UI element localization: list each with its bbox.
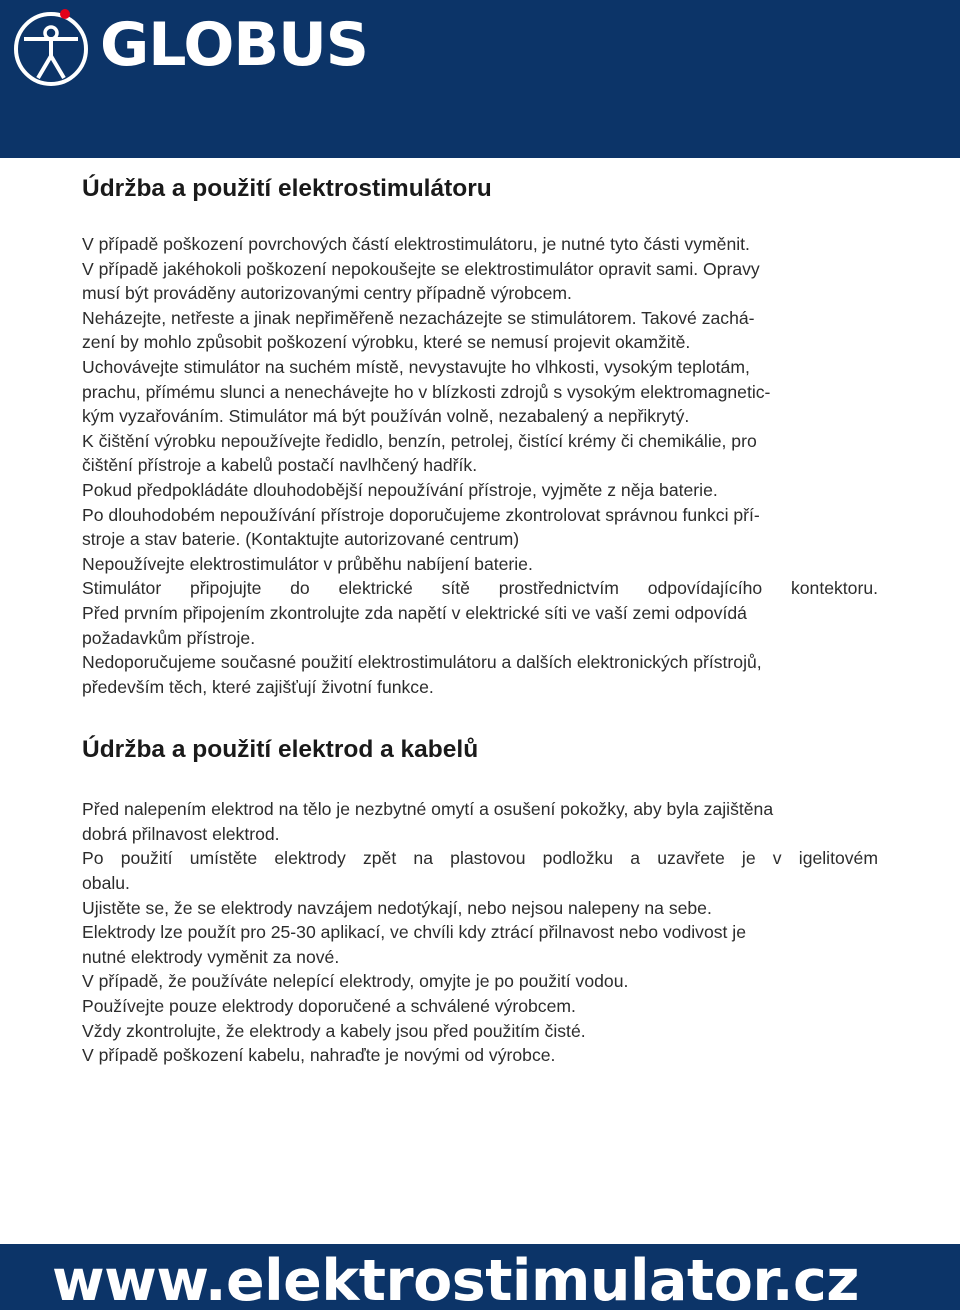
section-2-title: Údržba a použití elektrod a kabelů	[82, 736, 479, 764]
text-line: Vždy zkontrolujte, že elektrody a kabely jsou před použitím čisté.	[82, 1020, 586, 1041]
section-1-body	[82, 232, 878, 699]
brand-logo-text: GLOBUS	[100, 10, 369, 80]
text-line: V případě, že používáte nelepící elektrody, omyjte je po použití vodou.	[82, 971, 629, 992]
text-line: obalu.	[82, 873, 130, 894]
text-line: kým vyzařováním. Stimulátor má být používán volně, nezabalený a nepřikrytý.	[82, 406, 690, 427]
text-line: Před nalepením elektrod na tělo je nezbytné omytí a osušení pokožky, aby byla zajištěna	[82, 799, 774, 820]
text-line: Po dlouhodobém nepoužívání přístroje doporučujeme zkontrolovat správnou funkci pří-	[82, 504, 760, 525]
text-line: Ujistěte se, že se elektrody navzájem nedotýkají, nebo nejsou nalepeny na sebe.	[82, 897, 712, 918]
section-2-body	[82, 797, 878, 1068]
text-line: Po použití umístěte elektrody zpět na plastovou podložku a uzavřete je v igelitovém	[82, 848, 878, 869]
text-line: především těch, které zajišťují životní funkce.	[82, 676, 434, 697]
text-line: Uchovávejte stimulátor na suchém místě, nevystavujte ho vlhkosti, vysokým teplotám,	[82, 356, 750, 377]
text-line: Pokud předpokládáte dlouhodobější nepoužívání přístroje, vyjměte z něja baterie.	[82, 479, 718, 500]
website-url: www.elektrostimulator.cz	[52, 1248, 859, 1310]
footer-band	[0, 1244, 960, 1310]
text-line: Před prvním připojením zkontrolujte zda napětí v elektrické síti ve vaší zemi odpovídá	[82, 602, 747, 623]
text-line: musí být prováděny autorizovanými centry případně výrobcem.	[82, 283, 572, 304]
text-line: stroje a stav baterie. (Kontaktujte autorizované centrum)	[82, 529, 520, 550]
text-line: Používejte pouze elektrody doporučené a schválené výrobcem.	[82, 996, 576, 1017]
text-line: dobrá přilnavost elektrod.	[82, 823, 280, 844]
header-band	[0, 0, 960, 158]
text-line: K čištění výrobku nepoužívejte ředidlo, benzín, petrolej, čistící krémy či chemikálie, pro	[82, 430, 757, 451]
section-1-title: Údržba a použití elektrostimulátoru	[82, 175, 492, 202]
text-line: Neházejte, netřeste a jinak nepřiměřeně nezacházejte se stimulátorem. Takové zachá-	[82, 307, 755, 328]
text-line: nutné elektrody vyměnit za nové.	[82, 946, 340, 967]
text-line: požadavkům přístroje.	[82, 627, 256, 648]
text-line: prachu, přímému slunci a nenechávejte ho v blízkosti zdrojů s vysokým elektromagnetic-	[82, 381, 771, 402]
text-line: zení by mohlo způsobit poškození výrobku, které se nemusí projevit okamžitě.	[82, 332, 691, 353]
text-line: Elektrody lze použít pro 25-30 aplikací, ve chvíli kdy ztrácí přilnavost nebo vodivost je	[82, 922, 747, 943]
text-line: čištění přístroje a kabelů postačí navlhčený hadřík.	[82, 455, 478, 476]
globus-figure-logo-icon	[10, 6, 92, 88]
text-line: V případě jakéhokoli poškození nepokoušejte se elektrostimulátor opravit sami. Opravy	[82, 258, 760, 279]
main-content	[82, 172, 878, 1068]
text-line: Nepoužívejte elektrostimulátor v průběhu nabíjení baterie.	[82, 553, 533, 574]
text-line: Nedoporučujeme současné použití elektrostimulátoru a dalších elektronických přístrojů,	[82, 652, 762, 673]
text-line: V případě poškození povrchových částí elektrostimulátoru, je nutné tyto části vyměnit.	[82, 234, 750, 254]
text-line: Stimulátor připojujte do elektrické sítě prostřednictvím odpovídajícího kontektoru.	[82, 578, 878, 599]
text-line: V případě poškození kabelu, nahraďte je novými od výrobce.	[82, 1045, 556, 1066]
